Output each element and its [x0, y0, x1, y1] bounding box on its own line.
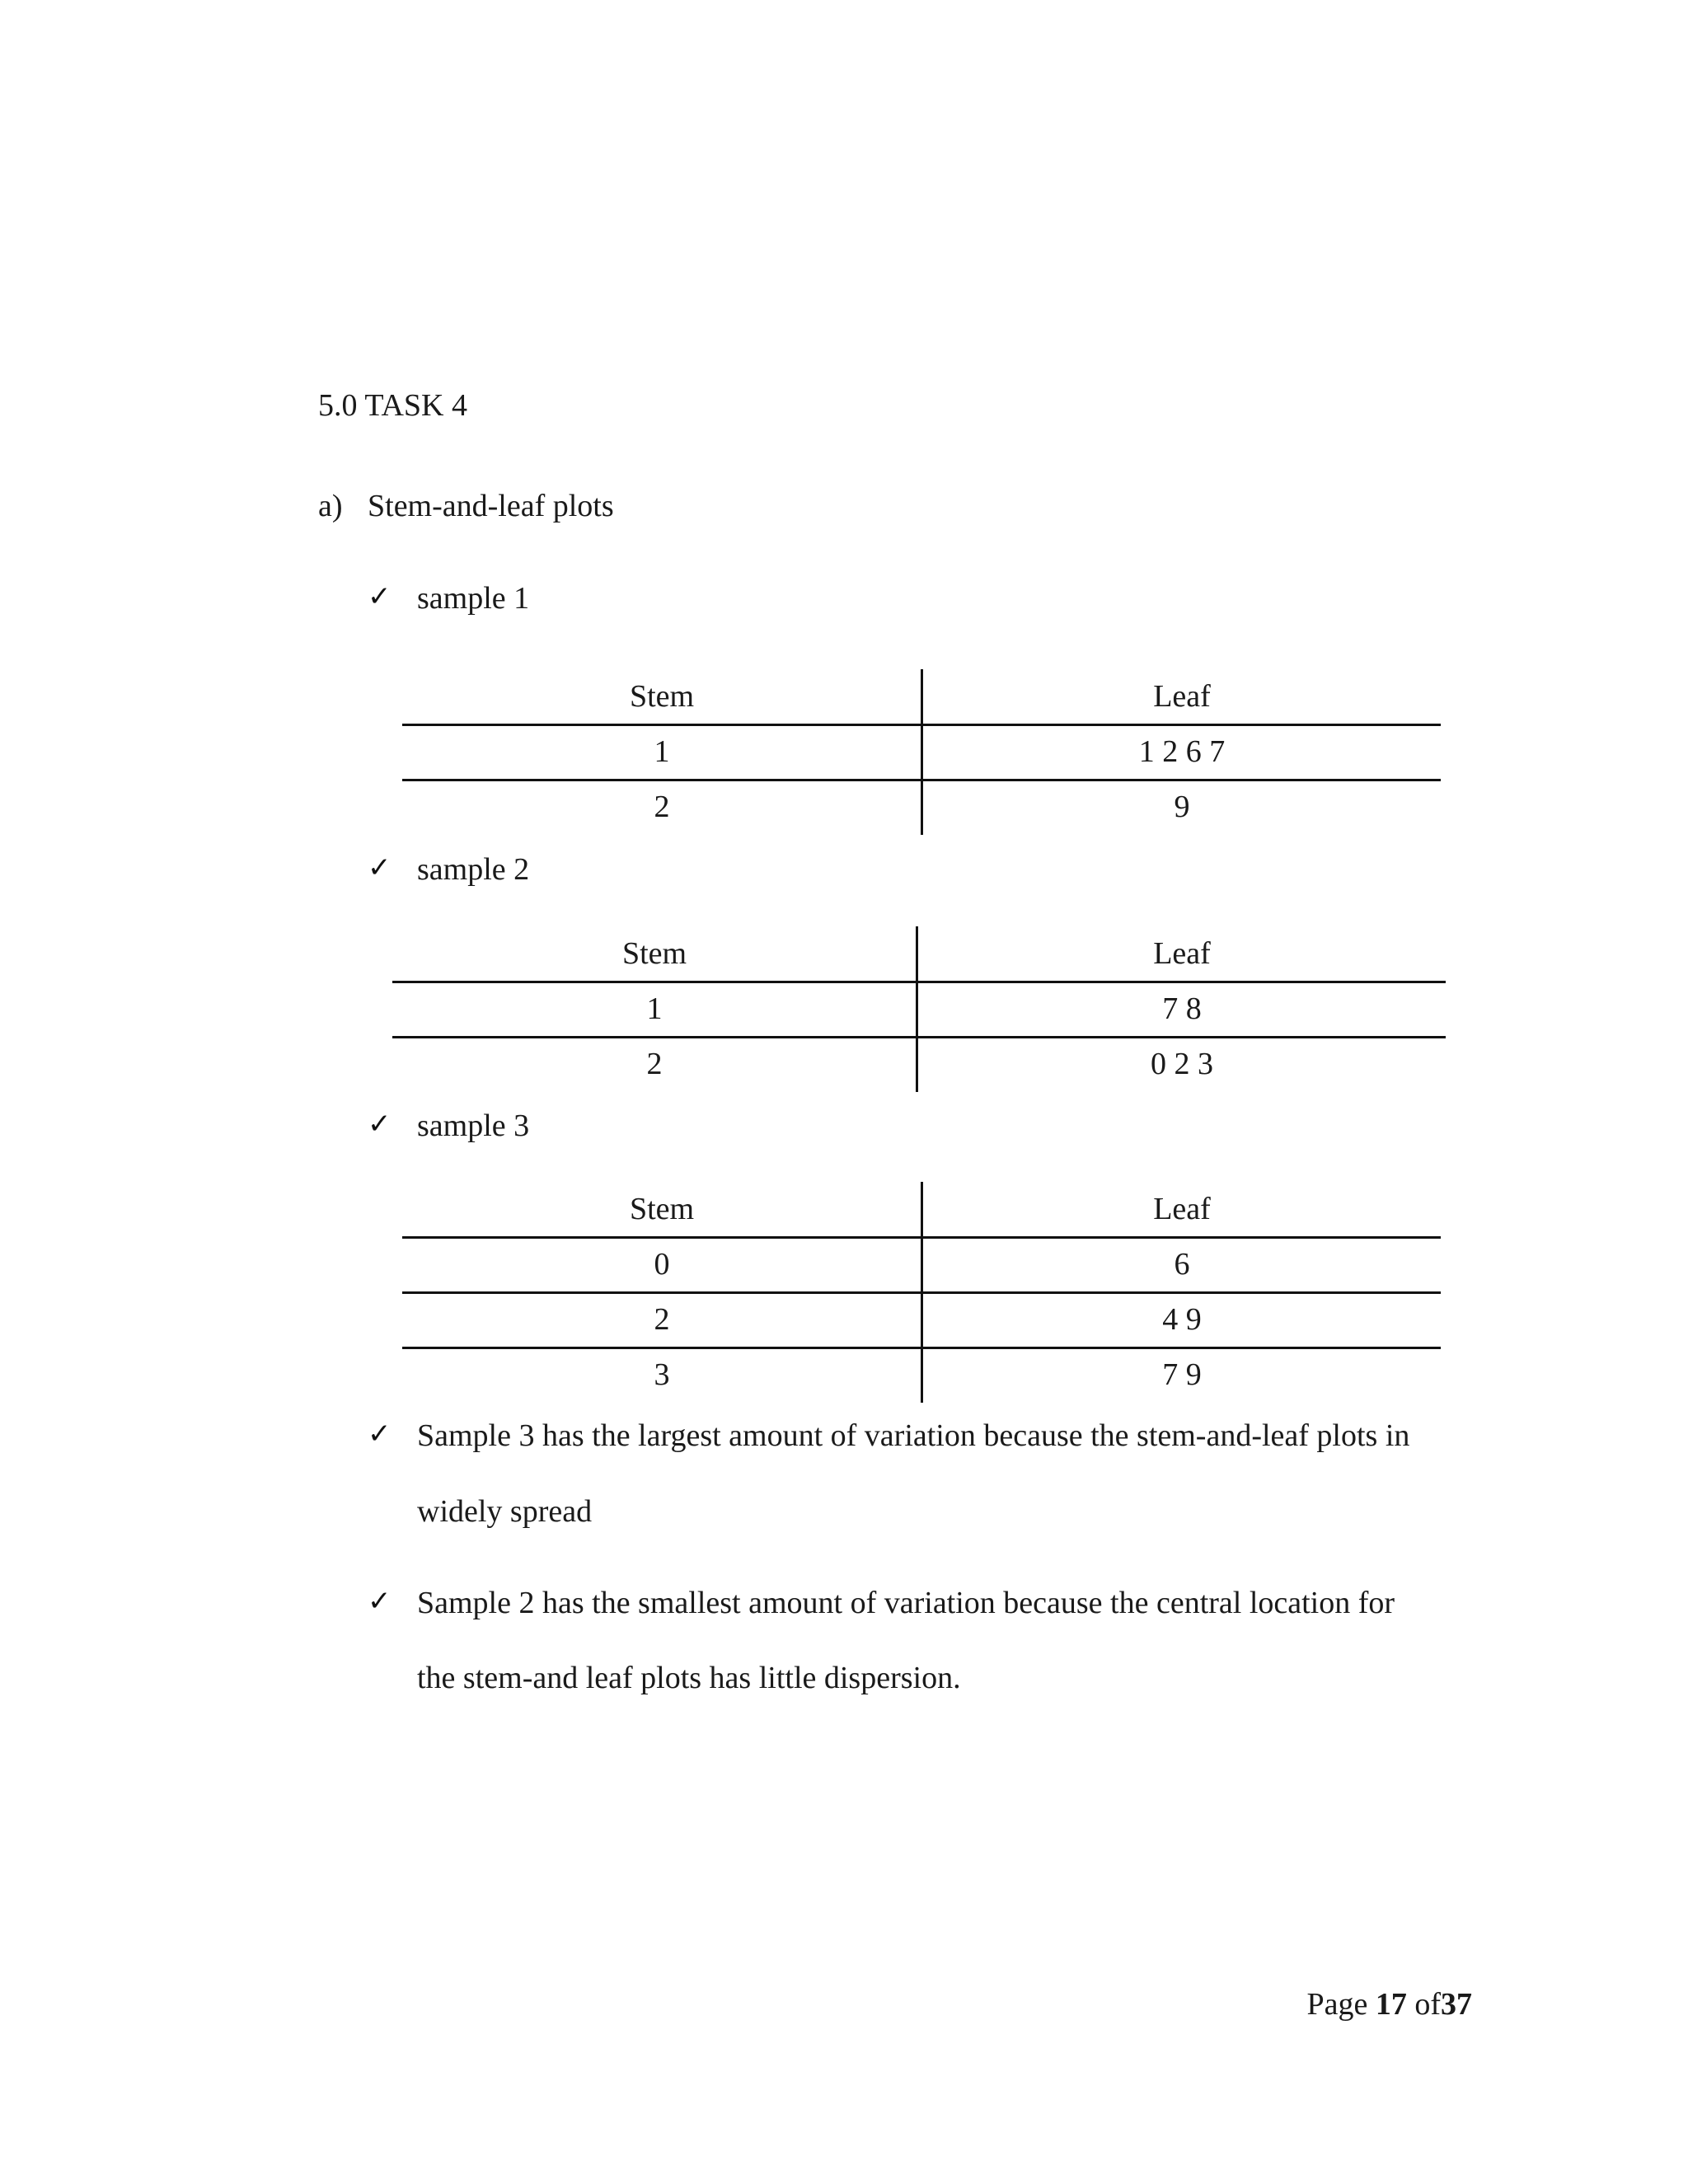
stem-leaf-table-sample-1 — [402, 669, 1441, 835]
current-page: 17 — [1375, 1987, 1407, 2022]
stem-header: Stem — [629, 679, 695, 714]
leaf-cell: 9 — [1174, 790, 1190, 824]
leaf-cell: 4 9 — [1162, 1302, 1202, 1337]
leaf-header: Leaf — [1153, 1192, 1211, 1226]
checkmark-icon: ✓ — [368, 580, 392, 613]
table-header-row — [402, 669, 1441, 724]
stem-cell: 2 — [654, 1302, 670, 1337]
sample-1-label: sample 1 — [417, 581, 530, 616]
table-row — [402, 1347, 1441, 1403]
leaf-header: Leaf — [1153, 679, 1211, 714]
stem-header: Stem — [621, 936, 687, 971]
table-row — [392, 982, 1446, 1037]
stem-leaf-table-sample-2 — [392, 926, 1446, 1092]
leaf-cell: 6 — [1174, 1247, 1190, 1282]
leaf-cell: 0 2 3 — [1151, 1047, 1213, 1081]
stem-cell: 1 — [654, 734, 670, 769]
subsection-marker: a) — [318, 489, 343, 523]
checkmark-icon: ✓ — [368, 851, 392, 884]
stem-cell: 2 — [646, 1047, 663, 1081]
conclusion-2-line-2: the stem-and leaf plots has little dispersion. — [417, 1661, 961, 1695]
table-row — [402, 724, 1441, 780]
stem-cell: 2 — [654, 790, 670, 824]
table-row — [402, 1237, 1441, 1292]
checkmark-icon: ✓ — [368, 1108, 392, 1141]
leaf-cell: 7 9 — [1162, 1357, 1202, 1392]
stem-cell: 3 — [654, 1357, 670, 1392]
table-row — [402, 780, 1441, 835]
sample-3-label: sample 3 — [417, 1108, 530, 1143]
stem-cell: 0 — [654, 1247, 670, 1282]
leaf-cell: 7 8 — [1162, 991, 1202, 1026]
table-row — [392, 1037, 1446, 1092]
sample-2-label: sample 2 — [417, 852, 530, 887]
subsection-title: Stem-and-leaf plots — [368, 489, 614, 523]
table-header-row — [402, 1182, 1441, 1237]
stem-header: Stem — [629, 1192, 695, 1226]
leaf-header: Leaf — [1153, 936, 1211, 971]
conclusion-1-line-1: Sample 3 has the largest amount of variation because the stem-and-leaf plots in — [417, 1418, 1410, 1453]
stem-cell: 1 — [646, 991, 663, 1026]
total-pages: 37 — [1441, 1987, 1472, 2022]
page-number — [1306, 1986, 1472, 2022]
table-row — [402, 1292, 1441, 1347]
conclusion-2-line-1: Sample 2 has the smallest amount of variation because the central location for — [417, 1586, 1395, 1620]
conclusion-1-line-2: widely spread — [417, 1494, 593, 1529]
page-prefix: Page — [1306, 1987, 1368, 2022]
checkmark-icon: ✓ — [368, 1418, 392, 1451]
stem-leaf-table-sample-3 — [402, 1182, 1441, 1403]
checkmark-icon: ✓ — [368, 1585, 392, 1618]
leaf-cell: 1 2 6 7 — [1138, 734, 1226, 769]
section-heading: 5.0 TASK 4 — [318, 388, 468, 423]
table-header-row — [392, 926, 1446, 982]
page-of: of — [1414, 1987, 1441, 2022]
